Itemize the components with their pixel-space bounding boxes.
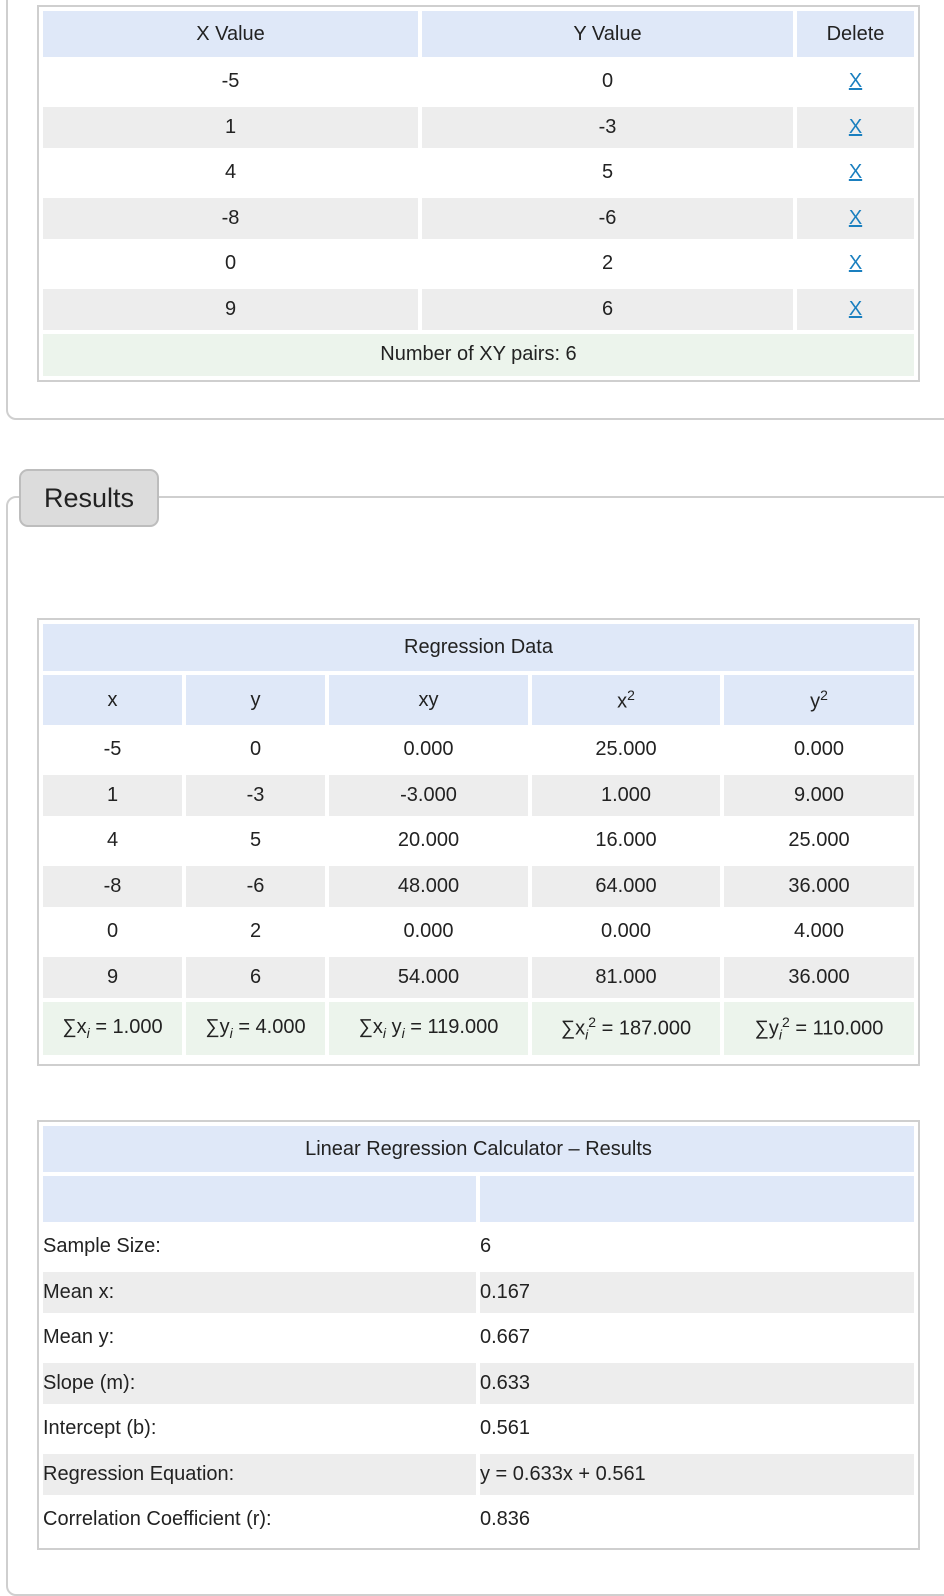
result-value: 0.667 (480, 1326, 531, 1349)
results-col-header-label (43, 1176, 476, 1222)
delete-row-link[interactable]: X (848, 297, 863, 320)
col-header-y: y (186, 675, 325, 725)
table-row (43, 957, 914, 999)
result-value: 0.836 (480, 1508, 531, 1531)
col-header-x-value: X Value (43, 11, 418, 57)
delete-row-link[interactable]: X (848, 206, 863, 229)
table-row (43, 729, 914, 771)
result-label: Sample Size: (43, 1235, 161, 1258)
results-legend: Results (19, 469, 159, 527)
delete-row-link[interactable]: X (848, 252, 863, 275)
table-row (43, 1272, 914, 1314)
result-value: 6 (480, 1235, 492, 1258)
y-value-cell: -6 (422, 198, 793, 240)
x-cell: 4 (106, 829, 119, 852)
xy-cell: 20.000 (397, 829, 460, 852)
col-header-xy: xy (329, 675, 528, 725)
table-row (43, 1499, 914, 1541)
table-row (43, 1317, 914, 1359)
regression-data-table (37, 618, 920, 1066)
pair-count-text: Number of XY pairs: 6 (43, 334, 914, 376)
xy-cell: 48.000 (329, 866, 528, 908)
xy-cell: 0.000 (403, 738, 454, 761)
results-table-title: Linear Regression Calculator – Results (43, 1126, 914, 1172)
x-cell: 1 (43, 775, 182, 817)
y-squared-cell: 36.000 (724, 957, 914, 999)
y-cell: -3 (186, 775, 325, 817)
col-header-delete: Delete (797, 11, 914, 57)
table-row (43, 1408, 914, 1450)
x-squared-cell: 1.000 (532, 775, 720, 817)
x-cell: 9 (43, 957, 182, 999)
x-value-cell: 1 (43, 107, 418, 149)
table-row (43, 1226, 914, 1268)
col-header-x-squared: $x^2$ (532, 675, 720, 725)
regression-results-table (37, 1120, 920, 1550)
xy-cell: 54.000 (329, 957, 528, 999)
results-col-header-value (480, 1176, 914, 1222)
y-squared-cell: 36.000 (724, 866, 914, 908)
y-squared-cell: 4.000 (793, 920, 845, 943)
x-value-cell: 4 (224, 161, 237, 184)
sum-xy: $\sum x_i$ $y_i = 119.000$ (329, 1002, 528, 1055)
x-value-cell: -8 (43, 198, 418, 240)
x-squared-cell: 64.000 (532, 866, 720, 908)
result-label: Regression Equation: (43, 1454, 476, 1496)
y-cell: 0 (249, 738, 262, 761)
y-cell: 5 (249, 829, 262, 852)
table-row (43, 820, 914, 862)
table-row (43, 243, 914, 285)
delete-row-link[interactable]: X (848, 70, 863, 93)
x-value-cell: 0 (224, 252, 237, 275)
x-squared-cell: 25.000 (595, 738, 657, 761)
table-row (43, 107, 914, 149)
result-label: Mean x: (43, 1272, 476, 1314)
y-cell: 2 (249, 920, 262, 943)
table-row (43, 1363, 914, 1405)
xy-pairs-table (37, 5, 920, 382)
delete-row-link[interactable]: X (848, 115, 863, 138)
y-value-cell: 0 (601, 70, 614, 93)
xy-cell: -3.000 (329, 775, 528, 817)
y-value-cell: 2 (601, 252, 614, 275)
table-row (43, 911, 914, 953)
y-squared-cell: 0.000 (793, 738, 845, 761)
table-row (43, 775, 914, 817)
result-label: Mean y: (43, 1326, 115, 1349)
xy-cell: 0.000 (403, 920, 454, 943)
sum-x: $\sum x_i = 1.000$ (43, 1002, 182, 1055)
y-squared-cell: 9.000 (724, 775, 914, 817)
x-squared-cell: 81.000 (532, 957, 720, 999)
x-squared-cell: 0.000 (600, 920, 652, 943)
sum-x-squared: $\sum x_i^2 = 187.000$ (532, 1002, 720, 1055)
table-row (43, 1454, 914, 1496)
col-header-y-value: Y Value (422, 11, 793, 57)
table-row (43, 61, 914, 103)
x-squared-cell: 16.000 (595, 829, 657, 852)
y-value-cell: 6 (422, 289, 793, 331)
result-label: Intercept (b): (43, 1417, 157, 1440)
col-header-y-squared: $y^2$ (724, 675, 914, 725)
table-row (43, 152, 914, 194)
sum-y-squared: $\sum y_i^2 = 110.000$ (724, 1002, 914, 1055)
x-value-cell: -5 (221, 70, 240, 93)
delete-row-link[interactable]: X (848, 161, 863, 184)
sum-y: $\sum y_i = 4.000$ (186, 1002, 325, 1055)
col-header-x: x (43, 675, 182, 725)
y-cell: -6 (186, 866, 325, 908)
result-label: Correlation Coefficient (r): (43, 1508, 272, 1531)
x-cell: 0 (106, 920, 119, 943)
table-row (43, 289, 914, 331)
x-value-cell: 9 (43, 289, 418, 331)
result-value: y = 0.633x + 0.561 (480, 1454, 914, 1496)
x-cell: -8 (43, 866, 182, 908)
y-cell: 6 (186, 957, 325, 999)
y-squared-cell: 25.000 (788, 829, 850, 852)
table-row (43, 198, 914, 240)
result-label: Slope (m): (43, 1363, 476, 1405)
y-value-cell: -3 (422, 107, 793, 149)
x-cell: -5 (103, 738, 122, 761)
result-value: 0.633 (480, 1363, 914, 1405)
y-value-cell: 5 (601, 161, 614, 184)
regression-data-title: Regression Data (43, 624, 914, 671)
table-row (43, 866, 914, 908)
result-value: 0.167 (480, 1272, 914, 1314)
result-value: 0.561 (480, 1417, 531, 1440)
